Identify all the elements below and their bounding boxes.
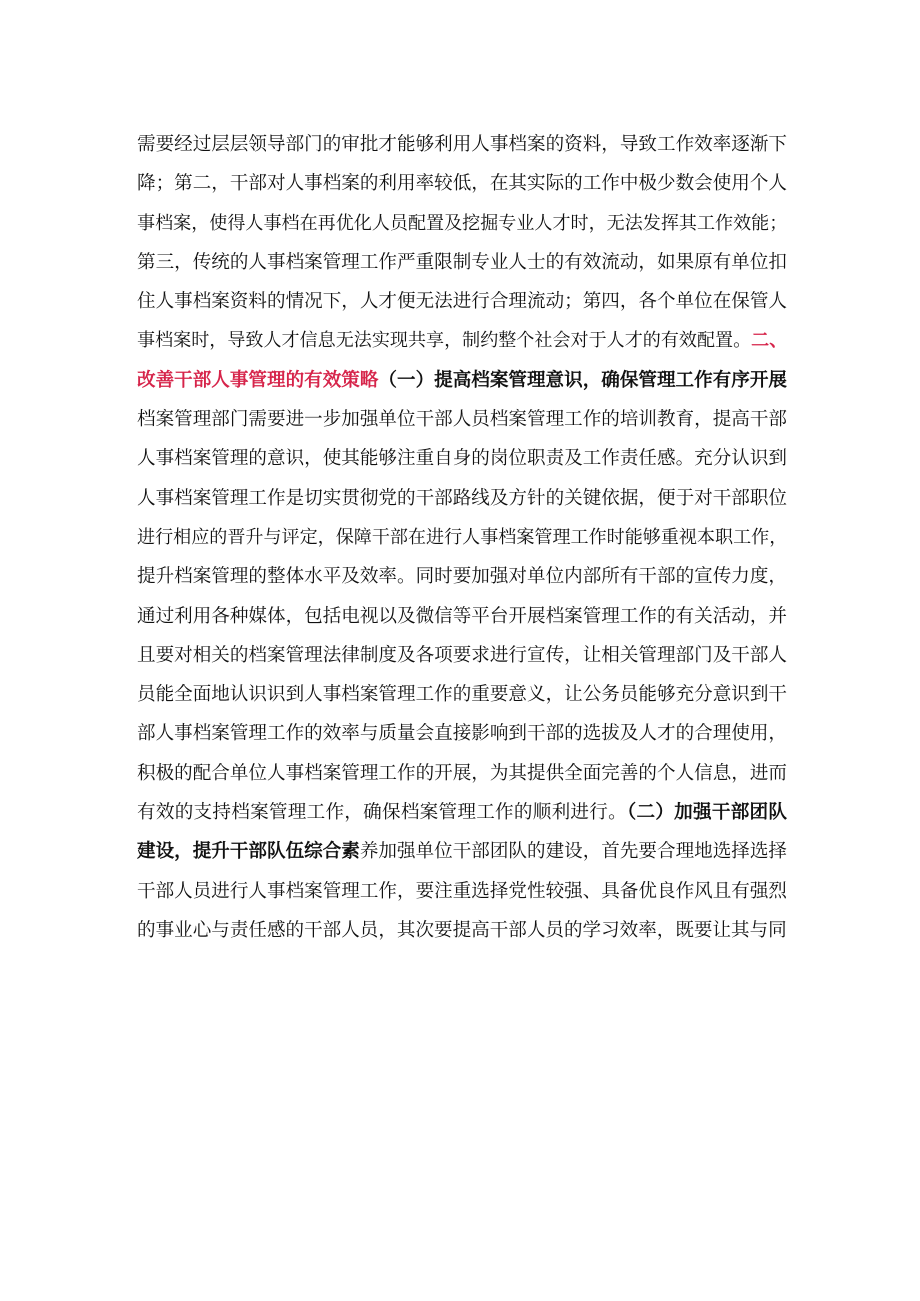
paragraph-text: 养加强单位干部团队的建设，首先要合理地选择选择 [359,841,787,863]
text-line [137,911,787,950]
text-line [137,479,787,518]
paragraph-text: 人事档案管理的意识，使其能够注重自身的岗位职责及工作责任感。充分认识到 [137,448,787,470]
paragraph-text: 且要对相关的档案管理法律制度及各项要求进行宣传，让相关管理部门及干部人 [137,644,787,666]
text-line [137,400,787,439]
paragraph-text: 降；第二，干部对人事档案的利用率较低，在其实际的工作中极少数会使用个人 [137,173,787,195]
paragraph-text: 事档案，使得人事档在再优化人员配置及挖掘专业人才时，无法发挥其工作效能； [137,212,787,234]
paragraph-text: 员能全面地认识识到人事档案管理工作的重要意义，让公务员能够充分意识到干 [137,684,787,706]
subsection-heading-text: （一）提高档案管理意识，确保管理工作有序开展 [378,369,787,391]
section-heading-text: 改善干部人事管理的有效策略 [137,369,379,391]
text-line [137,872,787,911]
text-line [137,597,787,636]
text-line [137,754,787,793]
text-line [137,361,787,400]
paragraph-text: 积极的配合单位人事档案管理工作的开展，为其提供全面完善的个人信息，进而 [137,762,787,784]
text-line [137,164,787,203]
text-line [137,557,787,596]
text-line [137,636,787,675]
paragraph-text: 事档案时，导致人才信息无法实现共享，制约整个社会对于人才的有效配置。 [137,330,752,352]
text-line [137,439,787,478]
subsection-heading-text: 建设，提升干部队伍综合素 [137,841,360,863]
text-line [137,675,787,714]
paragraph-text: 部人事档案管理工作的效率与质量会直接影响到干部的选拔及人才的合理使用， [137,723,787,745]
paragraph-text: 通过利用各种媒体，包括电视以及微信等平台开展档案管理工作的有关活动，并 [137,605,787,627]
paragraph-text: 第三，传统的人事档案管理工作严重限制专业人士的有效流动，如果原有单位扣 [137,251,787,273]
text-line [137,518,787,557]
paragraph-text: 有效的支持档案管理工作，确保档案管理工作的顺利进行。 [137,802,627,824]
paragraph-text: 的事业心与责任感的干部人员，其次要提高干部人员的学习效率，既要让其与同 [137,919,787,941]
text-line [137,832,787,871]
text-line [137,282,787,321]
text-line [137,243,787,282]
paragraph-text: 进行相应的晋升与评定，保障干部在进行人事档案管理工作时能够重视本职工作， [137,526,787,548]
text-line [137,204,787,243]
paragraph-text: 提升档案管理的整体水平及效率。同时要加强对单位内部所有干部的宣传力度， [137,566,787,588]
paragraph-text: 需要经过层层领导部门的审批才能够利用人事档案的资料，导致工作效率逐渐下 [137,134,787,155]
paragraph-text: 住人事档案资料的情况下，人才便无法进行合理流动；第四，各个单位在保管人 [137,291,787,313]
subsection-heading-text: （二）加强干部团队 [626,802,787,824]
paragraph-text: 干部人员进行人事档案管理工作，要注重选择党性较强、具备优良作风且有强烈 [137,880,787,902]
paragraph-text: 人事档案管理工作是切实贯彻党的干部路线及方针的关键依据，便于对干部职位 [137,487,787,509]
text-line [137,714,787,753]
text-line [137,793,787,832]
text-line [137,321,787,360]
body-text [137,125,787,950]
paragraph-text: 档案管理部门需要进一步加强单位干部人员档案管理工作的培训教育，提高干部 [137,409,787,431]
section-heading-text: 二、 [751,330,787,352]
text-line [137,125,787,164]
